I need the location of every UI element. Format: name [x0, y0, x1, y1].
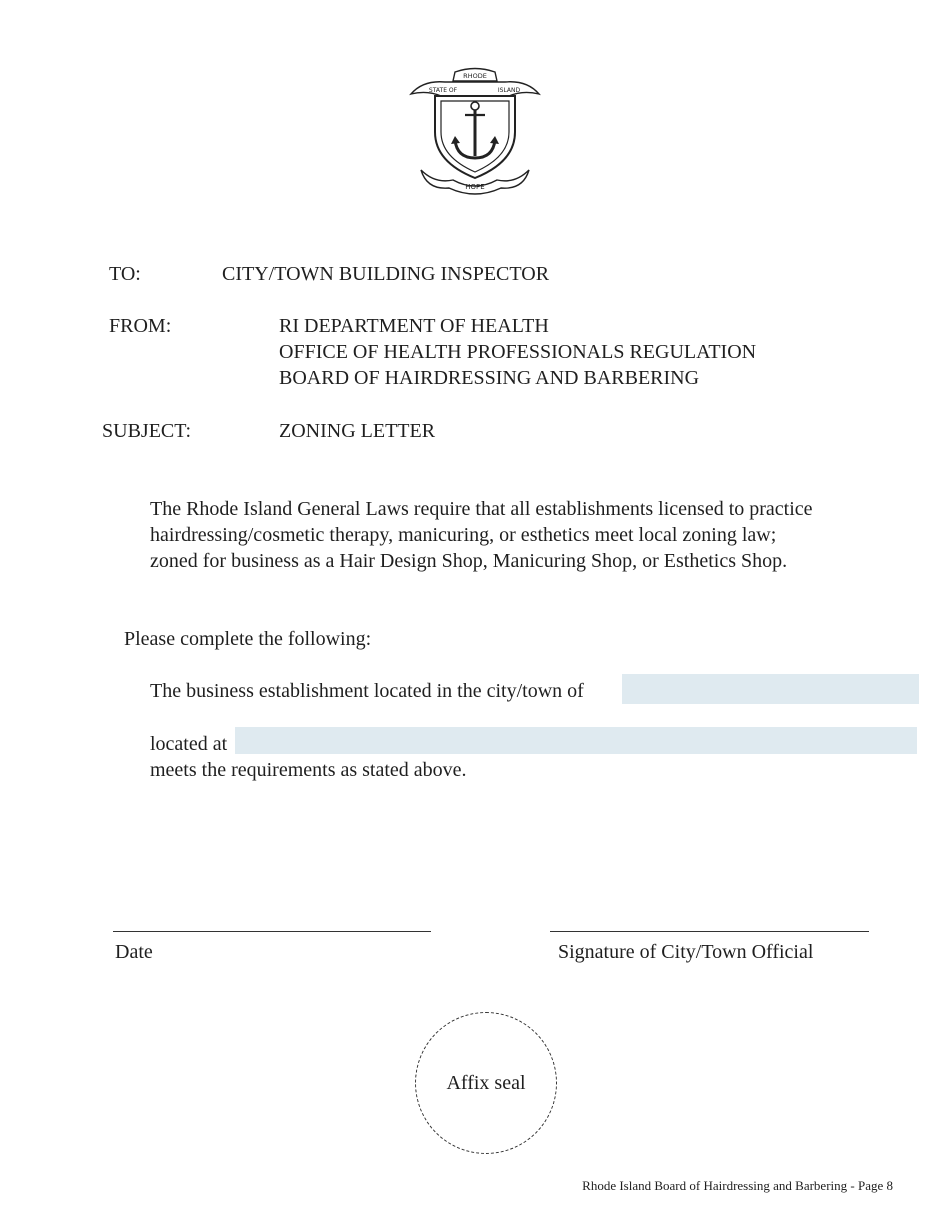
from-line-1: RI DEPARTMENT OF HEALTH	[279, 315, 549, 337]
paragraph-line-1: The Rhode Island General Laws require that all establishments licensed to practice	[150, 498, 813, 520]
date-label: Date	[115, 941, 153, 963]
city-town-input[interactable]	[622, 674, 919, 704]
from-line-2: OFFICE OF HEALTH PROFESSIONALS REGULATION	[279, 341, 757, 363]
affix-seal-circle	[415, 1012, 557, 1154]
page-footer: Rhode Island Board of Hairdressing and Barbering - Page 8	[582, 1178, 893, 1193]
emblem-banner-top: RHODE	[463, 72, 487, 80]
emblem-banner-left: STATE OF	[428, 87, 458, 94]
official-signature-label: Signature of City/Town Official	[558, 941, 814, 963]
closing-text: meets the requirements as stated above.	[150, 759, 467, 781]
date-signature-line[interactable]	[113, 931, 431, 932]
to-value: CITY/TOWN BUILDING INSPECTOR	[222, 263, 550, 285]
subject-label: SUBJECT:	[102, 420, 192, 442]
address-label: located at	[150, 733, 228, 755]
official-signature-line[interactable]	[550, 931, 869, 932]
to-label: TO:	[109, 263, 141, 285]
address-input[interactable]	[235, 727, 917, 754]
state-seal-emblem	[405, 66, 545, 196]
paragraph-line-2: hairdressing/cosmetic therapy, manicuring, or esthetics meet local zoning law;	[150, 524, 777, 546]
instruction-text: Please complete the following:	[124, 628, 372, 650]
affix-seal-label: Affix seal	[446, 1072, 526, 1094]
emblem-banner-bottom: HOPE	[465, 183, 485, 191]
emblem-banner-right: ISLAND	[497, 87, 521, 94]
from-line-3: BOARD OF HAIRDRESSING AND BARBERING	[279, 367, 700, 389]
city-line-label: The business establishment located in the city/town of	[150, 680, 584, 702]
subject-value: ZONING LETTER	[279, 420, 436, 442]
from-label: FROM:	[109, 315, 172, 337]
paragraph-line-3: zoned for business as a Hair Design Shop, Manicuring Shop, or Esthetics Shop.	[150, 550, 788, 572]
